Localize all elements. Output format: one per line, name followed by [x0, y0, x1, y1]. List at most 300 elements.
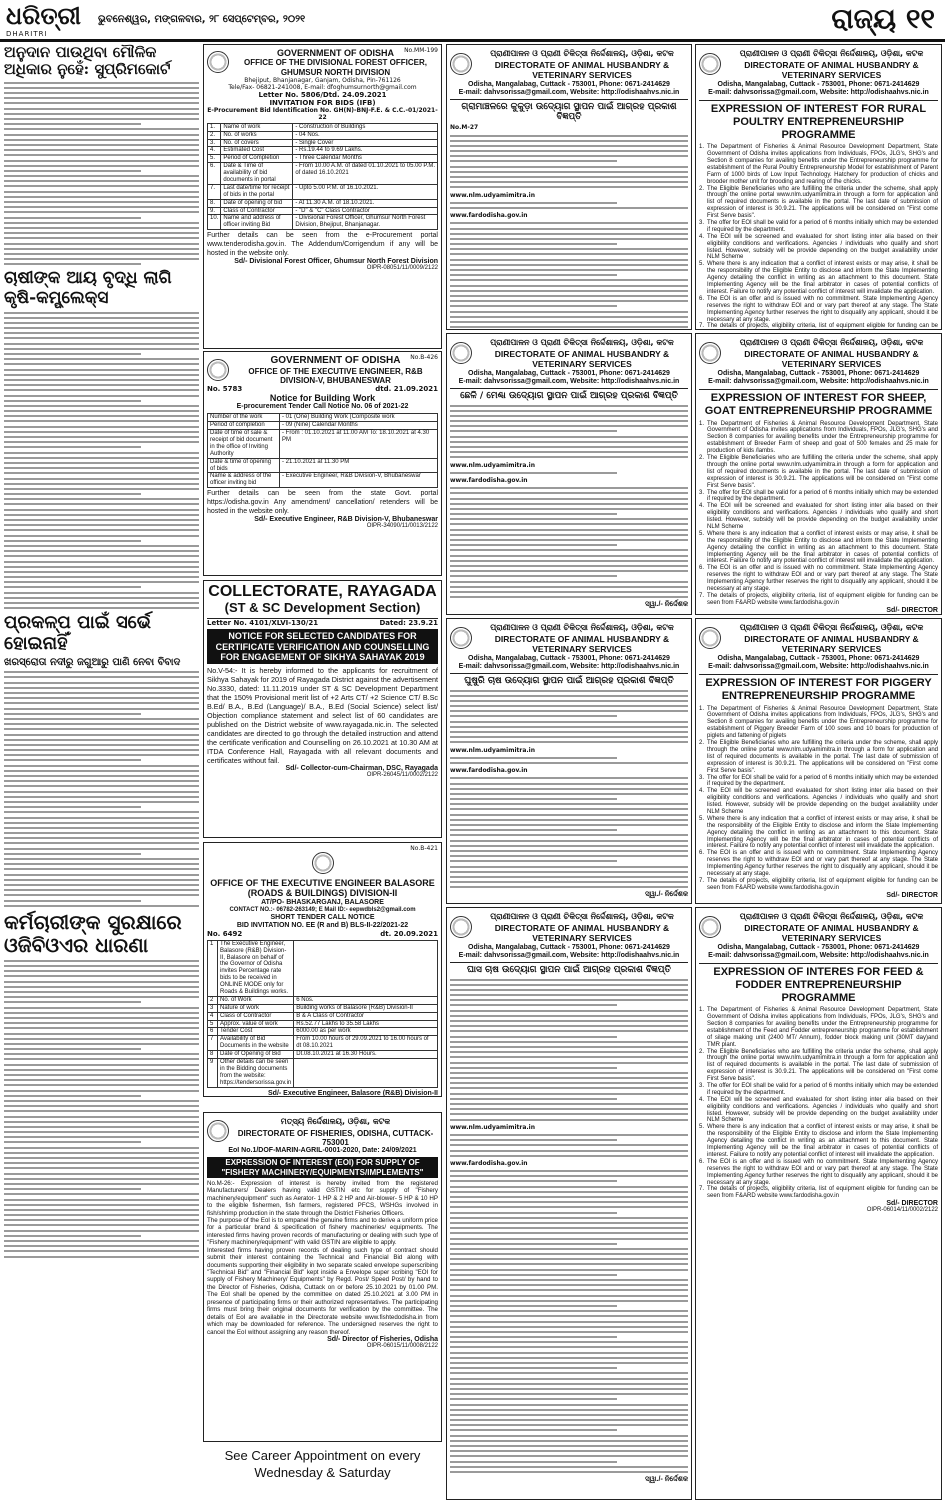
text-line	[450, 503, 688, 505]
list-item	[699, 740, 938, 774]
text-line	[450, 710, 688, 712]
text-line	[450, 1419, 688, 1421]
text-line	[4, 1224, 199, 1226]
text-line	[4, 535, 199, 537]
table-cell: 3	[208, 1004, 218, 1012]
text-line	[4, 222, 199, 224]
text-line	[4, 436, 199, 438]
text-line	[4, 258, 199, 260]
text-line	[4, 358, 199, 360]
text-line	[4, 842, 199, 844]
text-line	[450, 186, 688, 188]
text-line	[4, 806, 141, 808]
text-line	[450, 1378, 688, 1380]
odisha-emblem-icon	[450, 53, 472, 75]
text-line	[450, 410, 688, 412]
text-line	[450, 700, 688, 702]
text-line	[4, 1141, 141, 1143]
ad-oipr: OIPR-06014/11/0002/2122	[866, 1207, 938, 1214]
text-line	[4, 687, 199, 689]
ad-body: No.V-54:- It is hereby informed to the applicants for recruitment of Sikhya Sahayak for 2019 of Rayagada District against the advertisement No.3330, dated: 11.11.2019 under ST & SC Development Department that the 150% Provisional merit list of +2 Arts CT/ +2 Science CT/ B.Sc B.Ed/ B.A., B.Ed (Language)/ B.A., B.Ed (Social Science) select list/ Objection compliance statement and select list of 60 candidates are published on the District website of www.rayagada.nic.in. The selected candidates are directed to go through the detailed instruction and attend the certificate verification and Counselling on 26.10.2021 at 10.30 AM at ITDA Conference Hall, Rayagada with all relevant documents and certificates without fail.	[207, 666, 438, 766]
text-line	[4, 420, 199, 422]
list-text: The details of projects, eligibility criteria, list of equipment eligible for funding can be seen from F&ARD website www.fardodisha.gov.in	[707, 877, 938, 891]
text-line	[450, 451, 688, 453]
list-number: 2.	[699, 1048, 705, 1055]
text-line	[450, 840, 688, 842]
table-row	[208, 940, 438, 996]
text-line	[450, 736, 688, 738]
news-column	[4, 44, 199, 1502]
list-item	[699, 1186, 938, 1200]
text-line	[4, 478, 199, 480]
text-line	[4, 180, 199, 182]
list-text: Where there is any indication that a conflict of interest exists or may arise, it shall be the responsibility of the Eligible Entity to disclose and inform the State Implementing Agency detailing the conflict in writing as an attachment to this document. State Implementing Agency will be the final arbitrator in cases of potential conflicts of interest. Failure to notify any potential conflict of interest will invalidate the application.	[707, 1124, 938, 1158]
ad-email: E-mail: dahvsorissa@gmail.com, Website: http://odishaahvs.nic.in	[458, 88, 680, 96]
text-line	[450, 788, 688, 790]
text-line	[450, 1036, 617, 1038]
text-line	[4, 571, 199, 573]
text-line	[450, 1341, 688, 1343]
ad-ahvs-english	[695, 333, 942, 615]
text-line	[4, 175, 199, 177]
ad-bid-id: E-Procurement Bid Identification No. GH(N)-BNJ-F.E. & C.C.-01/2021-22	[207, 106, 438, 121]
text-line	[450, 1020, 688, 1022]
text-line	[450, 1455, 688, 1457]
text-line	[4, 102, 199, 104]
list-number: 5.	[699, 815, 705, 822]
story-body	[4, 312, 199, 610]
list-item	[699, 1083, 938, 1097]
ad-email: E-mail: dahvsorissa@gmail.com, Website: http://odishaahvs.nic.in	[458, 951, 680, 959]
text-line	[450, 1331, 688, 1333]
story-body	[4, 960, 199, 1258]
table-row	[208, 199, 438, 207]
table-row	[208, 458, 438, 473]
text-line	[450, 269, 688, 271]
text-line	[450, 1326, 688, 1328]
text-line	[4, 728, 199, 730]
text-line	[4, 1126, 199, 1128]
list-item	[699, 296, 938, 324]
ad-forest-division	[203, 44, 442, 349]
list-item	[699, 531, 938, 565]
text-line	[4, 1074, 199, 1076]
text-line	[450, 1289, 688, 1291]
text-line	[4, 353, 141, 355]
text-line	[450, 222, 688, 224]
text-line	[450, 1284, 688, 1286]
list-number: 7.	[699, 592, 705, 599]
text-line	[4, 441, 199, 443]
ad-email: E-mail: dahvsorissa@gmail.com, Website: http://odishaahvs.nic.in	[708, 951, 929, 959]
text-line	[4, 92, 199, 94]
text-line	[450, 1471, 688, 1473]
text-line	[4, 369, 199, 371]
ad-title: DIRECTORATE OF ANIMAL HUSBANDRY & VETERINARY SERVICES	[494, 60, 670, 80]
text-line	[450, 264, 688, 266]
text-line	[450, 529, 688, 531]
text-line	[4, 498, 199, 500]
text-line	[4, 217, 141, 219]
ad-banner: EXPRESSION OF INTEREST (EOI) FOR SUPPLY OF "FISHERY MACHINERY/EQUIPMENTS/IMPLEMENTS"	[207, 1157, 438, 1177]
text-line	[450, 166, 688, 168]
list-item	[699, 490, 938, 504]
text-line	[450, 1030, 688, 1032]
ad-note: Further details can be seen from the state Govt. portal https://odisha.gov.in Any amendment/ cancellation/ retenders will be hosted in the website only.	[207, 490, 438, 515]
odisha-emblem-icon	[207, 51, 229, 73]
list-text: The offer for EOI shall be valid for a period of 6 months initially which may be extended if required by the department.	[707, 220, 938, 233]
text-line	[4, 1173, 199, 1175]
text-line	[4, 848, 199, 850]
ad-title: GOVERNMENT OF ODISHA	[276, 48, 394, 58]
ad-note: Further details can be seen from the e-Procurement portal www.tenderodisha.gov.in. The Addendum/Corrigendum if any will be hosted in the website only.	[207, 232, 438, 257]
table-cell: - Divisional Forest Officer, Ghumsur North Forest Division, Bhejiput, Bhanjanagar.	[293, 215, 438, 230]
ad-letter-no: No. 5783	[207, 384, 243, 393]
list-item	[699, 234, 938, 262]
table-cell: From 10.00 hours of 29.09.2021 to 16.00 hours of dt 08.10.2021	[294, 1036, 438, 1051]
text-line	[450, 523, 688, 525]
list-item	[699, 323, 938, 330]
table-row	[208, 473, 438, 488]
ad-title: DIRECTORATE OF ANIMAL HUSBANDRY & VETERINARY SERVICES	[494, 923, 670, 943]
text-line	[4, 405, 199, 407]
ad-date: dtd. 21.09.2021	[375, 384, 438, 393]
text-line	[4, 1147, 199, 1149]
list-item	[699, 421, 938, 455]
text-line	[450, 999, 688, 1001]
website-link: www.fardodisha.gov.in	[450, 1159, 528, 1167]
text-line	[450, 1424, 688, 1426]
text-line	[4, 144, 199, 146]
ad-title: DIRECTORATE OF ANIMAL HUSBANDRY & VETERINARY SERVICES	[744, 923, 919, 943]
text-line	[450, 855, 688, 857]
table-cell: Name of work	[221, 123, 293, 131]
text-line	[450, 549, 688, 551]
text-line	[450, 202, 617, 204]
text-line	[450, 1315, 688, 1317]
odisha-emblem-icon	[450, 342, 472, 364]
list-text: The EOI is an offer and is issued with no commitment. State Implementing Agency reserves the right to withdraw EOI and or vary part thereof at any stage. The State Implementing Agency further reserves the right to disqualify any applicant, should it be necessary at any stage.	[707, 295, 938, 323]
list-text: The EOI is an offer and is issued with no commitment. State Implementing Agency reserves the right to withdraw EOI and or vary part thereof at any stage. The State Implementing Agency further reserves the right to disqualify any applicant, should it be necessary at any stage.	[707, 565, 938, 592]
text-line	[450, 793, 688, 795]
ad-headline: ଘାସ ଚାଷ ଉଦ୍ୟୋଗ ସ୍ଥାପନ ପାଇଁ ଆଗ୍ରହ ପ୍ରକାଶ ବିଜ୍ଞପ୍ତି	[450, 962, 688, 975]
text-line	[4, 519, 199, 521]
odisha-emblem-icon	[450, 916, 472, 938]
text-line	[4, 607, 199, 609]
ad-date: dt. 20.09.2021	[380, 929, 438, 938]
table-cell: 8	[208, 1051, 218, 1059]
text-line	[450, 472, 617, 474]
text-line	[4, 503, 199, 505]
text-line	[450, 1139, 617, 1141]
text-line	[450, 1352, 688, 1354]
text-line	[450, 1098, 617, 1100]
table-cell: - Three Calendar Months	[293, 155, 438, 163]
text-line	[4, 965, 199, 967]
text-line	[4, 237, 199, 239]
list-text: The Department of Fisheries & Animal Resource Development Department, State Government of Odisha invites applications from Individuals, FPOs, JLG's, SHG's and Section 8 companies for availing benefits under the Entrepreneurship programme for establishment of Piggery Breeder Farm of 100 sows and 10 boars for production of piglets and fattening of piglets	[707, 705, 938, 740]
text-line	[450, 1196, 688, 1198]
portal-link: www.nlm.udyamimitra.in	[450, 1123, 536, 1131]
text-line	[4, 874, 199, 876]
story-body	[4, 671, 199, 906]
text-line	[450, 1305, 617, 1307]
text-line	[450, 575, 617, 577]
text-line	[450, 1409, 688, 1411]
text-line	[450, 824, 688, 826]
list-number: 1.	[699, 144, 705, 151]
text-line	[4, 82, 199, 84]
text-line	[450, 1372, 688, 1374]
text-line	[450, 160, 617, 162]
table-row	[208, 1036, 438, 1051]
text-line	[450, 1269, 688, 1271]
text-line	[450, 1087, 688, 1089]
text-line	[4, 996, 199, 998]
table-cell: - From 10.00 A.M. of dated 01.10.2021 to 05.00 P.M. of dated 16.10.2021	[293, 163, 438, 185]
text-line	[450, 1398, 617, 1400]
table-cell: Date of Opening of Bid	[218, 1051, 294, 1059]
text-line	[450, 1362, 688, 1364]
text-line	[4, 493, 141, 495]
text-line	[4, 811, 199, 813]
text-line	[4, 692, 199, 694]
list-text: The Eligible Beneficiaries who are fulfilling the criteria under the scheme, shall apply through the online portal www.nlm.udyamimitra.in through a form for application and list of required documents is available in the portal. The last date of submission of expression of interest is 30.9.21. The applications will be considered on "First come First Serve basis".	[707, 740, 938, 774]
list-item	[699, 1007, 938, 1048]
text-line	[4, 263, 141, 265]
table-cell: 9	[208, 1058, 218, 1087]
text-line	[4, 1209, 199, 1211]
text-line	[4, 363, 199, 365]
table-cell: Availability of Bid Documents in the website	[218, 1036, 294, 1051]
ad-title: DIRECTORATE OF ANIMAL HUSBANDRY & VETERINARY SERVICES	[494, 634, 670, 654]
text-line	[450, 300, 688, 302]
table-cell	[294, 940, 438, 996]
list-number: 4.	[699, 233, 705, 240]
list-text: The offer for EOI shall be valid for a period of 6 months initially which may be extended if required by the department.	[707, 489, 938, 503]
text-line	[4, 1058, 199, 1060]
ad-oipr: OIPR-08051/11/0009/2122	[366, 265, 438, 272]
text-line	[450, 1051, 688, 1053]
masthead-subtitle: DHARITRI	[6, 30, 48, 38]
text-line	[450, 1300, 688, 1302]
text-line	[450, 1113, 688, 1115]
text-line	[4, 960, 199, 962]
text-line	[450, 1134, 688, 1136]
table-cell: - Executive Engineer, R&B Division-V, Bhubaneswar	[280, 473, 438, 488]
ad-ahvs-odia	[446, 618, 692, 904]
odisha-emblem-icon	[699, 53, 721, 75]
text-line	[450, 1393, 688, 1395]
text-line	[4, 529, 199, 531]
ad-headline: ଗ୍ରାମାଞ୍ଚଳରେ କୁକୁଡ଼ା ଉଦ୍ୟୋଗ ସ୍ଥାପନ ପାଇଁ ଆଗ୍ରହ ପ୍ରକାଶ ବିଜ୍ଞପ୍ତି	[450, 99, 688, 122]
table-cell: - From : 01.10.2021 at 11.00 AM To: 18.10.2021 at 4.30 PM	[280, 430, 438, 459]
text-line	[4, 602, 199, 604]
table-cell: Name & address of the officer inviting bid	[208, 473, 280, 488]
table-row	[208, 1020, 438, 1028]
text-line	[4, 734, 199, 736]
text-line	[4, 211, 199, 213]
text-line	[4, 196, 199, 198]
table-cell: - Single Cover	[293, 139, 438, 147]
list-number: 4.	[699, 503, 705, 510]
story-headline: ଅନୁଦାନ ପାଉଥିବା ମୌଳିକ ଅଧିକାର ନୁହେଁ: ସୁପ୍ରିମକୋର୍ଟ	[4, 44, 171, 79]
text-line	[4, 682, 199, 684]
text-line	[4, 597, 199, 599]
table-cell: 8.	[208, 199, 221, 207]
text-line	[450, 1108, 688, 1110]
text-line	[450, 1388, 688, 1390]
text-line	[450, 979, 688, 981]
story-headline: ପ୍ରକଳ୍ପ ପାଇଁ ସର୍ଭେ ହୋଇନାହିଁ	[4, 612, 151, 654]
text-line	[4, 676, 199, 678]
text-line	[450, 316, 688, 318]
text-line	[4, 1162, 199, 1164]
text-line	[4, 749, 199, 751]
text-line	[450, 492, 688, 494]
ad-body: No.M-26:- Expression of interest is hereby invited from the registered Manufacturers/ Dealers having valid GSTIN etc for supply of "Fishery machinery/equipment" such as Aerator- 1 HP & 2 HP and Air-blower- 5 HP & 10 HP to the eligible fishermen, fish farmers, registered PFCS, WSHGs involved in fish/shrimp production in the state through the District Fisheries Officers.	[207, 1179, 438, 1217]
text-line	[4, 384, 199, 386]
text-line	[4, 894, 199, 896]
text-line	[450, 253, 688, 255]
text-line	[4, 243, 199, 245]
list-number: 1.	[699, 705, 705, 712]
text-line	[450, 534, 688, 536]
table-row	[208, 1058, 438, 1087]
text-line	[4, 801, 199, 803]
text-line	[450, 1175, 688, 1177]
text-line	[450, 570, 688, 572]
text-line	[450, 1279, 688, 1281]
text-line	[450, 560, 688, 562]
text-line	[4, 253, 199, 255]
text-line	[4, 87, 199, 89]
text-line	[4, 754, 199, 756]
list-text: The EOI will be screened and evaluated for short listing inter alia based on their eligibility conditions and verifications. Agencies / individuals who qualify and short listed. However, subsidy will be provide depending on the budget availability under NLM Scheme	[707, 503, 938, 530]
text-line	[4, 837, 199, 839]
text-line	[4, 986, 199, 988]
text-line	[450, 834, 688, 836]
text-line	[4, 592, 199, 594]
list-number: 1.	[699, 1007, 705, 1014]
text-line	[4, 113, 199, 115]
portal-link: www.nlm.udyamimitra.in	[450, 191, 536, 199]
ad-signature: Sd/- Director of Fisheries, Odisha	[327, 1335, 438, 1343]
text-line	[450, 1046, 688, 1048]
list-text: The EOI is an offer and is issued with no commitment. State Implementing Agency reserves the right to withdraw EOI and or vary part thereof at any stage. The State Implementing Agency further reserves the right to disqualify any applicant, should it be necessary at any stage.	[707, 850, 938, 877]
text-line	[450, 430, 617, 432]
ad-title-odia: ପ୍ରାଣୀପାଳନ ଓ ପ୍ରାଣୀ ଚିକିତ୍ସା ନିର୍ଦ୍ଦେଶାଳୟ, ଓଡ଼ିଶା, କଟକ	[739, 338, 924, 347]
text-line	[4, 1079, 199, 1081]
text-line	[450, 1093, 688, 1095]
ad-address: Odisha, Mangalabag, Cuttack - 753001, Phone: 0671-2414629	[468, 80, 670, 88]
text-line	[4, 1131, 199, 1133]
list-number: 6.	[699, 850, 705, 857]
ad-ahvs-english	[695, 44, 942, 330]
table-row	[208, 1028, 438, 1036]
ad-letter-no: Letter No. 5806/Dtd. 24.09.2021	[258, 90, 387, 99]
text-line	[4, 232, 199, 234]
text-line	[450, 145, 688, 147]
text-line	[450, 1067, 617, 1069]
text-line	[4, 488, 199, 490]
table-cell: - "D" & "C" Class Contractor	[293, 207, 438, 215]
text-line	[4, 879, 199, 881]
ad-date: Dated: 23.9.21	[379, 619, 438, 628]
odisha-emblem-icon	[207, 359, 229, 381]
text-line	[4, 561, 199, 563]
ad-address: Odisha, Mangalabag, Cuttack - 753001, Phone: 0671-2414629	[468, 369, 670, 377]
ad-letter-no: No. 6492	[207, 929, 243, 938]
text-line	[4, 154, 199, 156]
text-line	[450, 1274, 617, 1276]
text-line	[4, 395, 199, 397]
text-line	[4, 118, 199, 120]
table-row	[208, 1051, 438, 1059]
table-cell: 5.	[208, 155, 221, 163]
table-cell: Date & Time of availability of bid documents in portal	[221, 163, 293, 185]
table-cell: - 01 (One) Building Work (Composite work	[280, 414, 438, 422]
list-item	[699, 706, 938, 740]
text-line	[4, 1219, 199, 1221]
text-line	[4, 723, 199, 725]
text-line	[4, 374, 199, 376]
ad-headline: ଘୁଷୁରି ଚାଷ ଉଦ୍ୟୋଗ ସ୍ଥାପନ ପାଇଁ ଆଗ୍ରହ ପ୍ରକାଶ ବିଜ୍ଞପ୍ତି	[450, 673, 688, 686]
list-item	[699, 455, 938, 489]
text-line	[450, 181, 688, 183]
text-line	[4, 576, 199, 578]
text-line	[450, 984, 688, 986]
table-cell: 6.	[208, 163, 221, 185]
text-line	[450, 715, 617, 717]
text-line	[450, 1180, 617, 1182]
ad-collectorate-rayagada	[203, 580, 442, 838]
text-line	[450, 1191, 688, 1193]
text-line	[4, 462, 199, 464]
text-line	[4, 1001, 141, 1003]
list-text: The EOI will be screened and evaluated for short listing inter alia based on their eligibility conditions and verifications. Agencies / individuals who qualify and short listed. However, subsidy will be provide depending on the budget availability under NLM Scheme	[707, 1096, 938, 1124]
text-line	[4, 555, 199, 557]
odisha-emblem-icon	[207, 1120, 229, 1142]
table-cell: Class of Contractor	[218, 1012, 294, 1020]
ad-bid: BID INVITATION NO. EE (R and B) BLS-II-22/2021-22	[236, 921, 409, 929]
table-cell: 9.	[208, 207, 221, 215]
text-line	[4, 759, 141, 761]
table-cell: - 09 (Nine) Calendar Months	[280, 422, 438, 430]
text-line	[4, 1012, 199, 1014]
table-row	[208, 163, 438, 185]
ad-ahvs-english	[695, 618, 942, 904]
text-line	[450, 1383, 688, 1385]
ad-title: OFFICE OF THE EXECUTIVE ENGINEER BALASORE (ROADS & BUILDINGS) DIVISION-II	[210, 878, 435, 899]
text-line	[450, 1227, 688, 1229]
list-number: 6.	[699, 565, 705, 572]
table-cell: Period of completion	[208, 422, 280, 430]
list-number: 5.	[699, 1124, 705, 1131]
text-line	[450, 1435, 688, 1437]
table-cell: 3.	[208, 139, 221, 147]
page-label: ରାଜ୍ୟ ୧୧	[831, 2, 935, 35]
text-line	[450, 586, 688, 588]
list-number: 4.	[699, 788, 705, 795]
list-text: The details of projects, eligibility criteria, list of equipment eligible for funding can be	[707, 323, 938, 330]
website-link: www.fardodisha.gov.in	[450, 767, 528, 775]
text-line	[4, 1069, 199, 1071]
text-line	[4, 1214, 199, 1216]
text-line	[4, 1084, 199, 1086]
text-line	[450, 1217, 688, 1219]
ad-title-odia: ପ୍ରାଣୀପାଳନ ଓ ପ୍ରାଣୀ ଚିକିତ୍ସା ନିର୍ଦ୍ଦେଶାଳୟ, ଓଡ଼ିଶା, କଟକ	[490, 623, 674, 632]
